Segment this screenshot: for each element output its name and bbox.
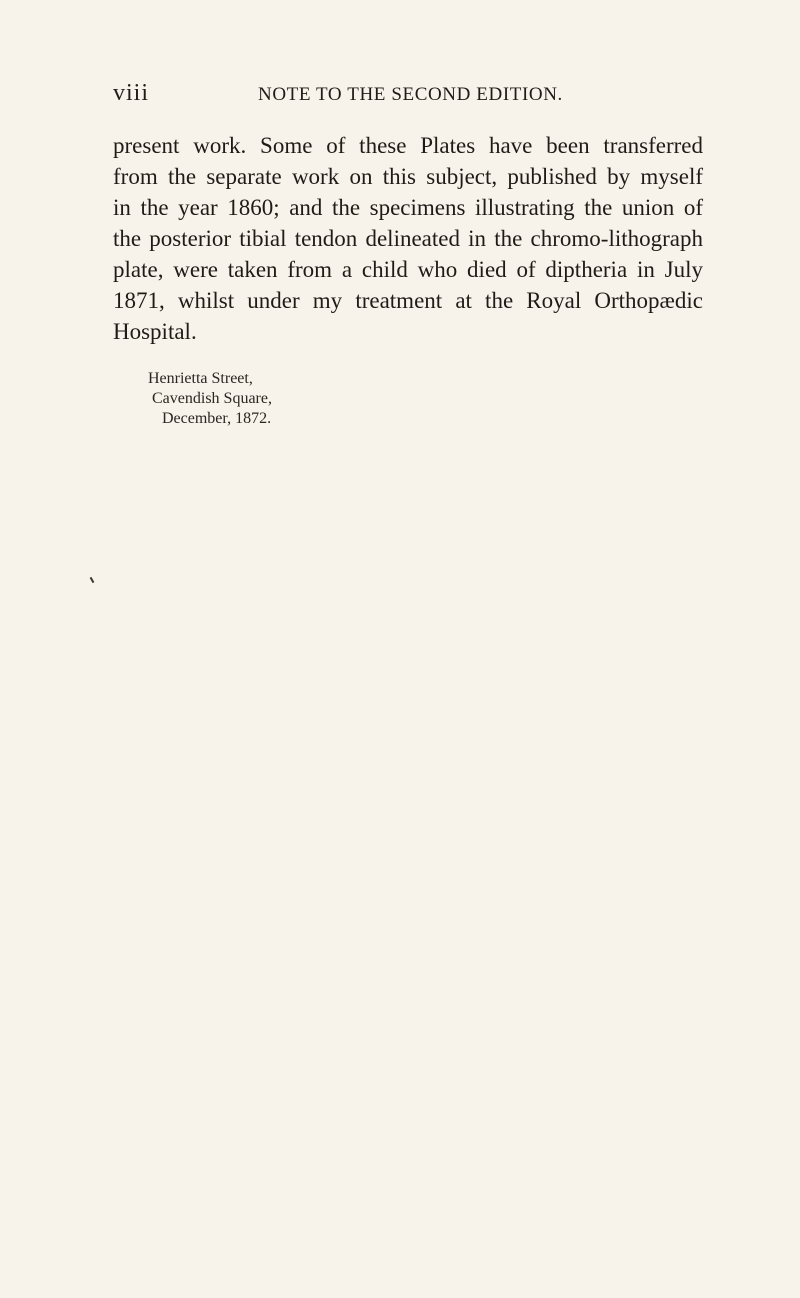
body-line: 1871, whilst under my treatment at the Royal Orthopædic bbox=[113, 288, 703, 313]
body-line: from the separate work on this subject, published by myself bbox=[113, 164, 703, 189]
body-line: in the year 1860; and the specimens illustrating the union of bbox=[113, 195, 703, 220]
signoff-line: Henrietta Street, bbox=[148, 370, 253, 387]
body-paragraph bbox=[113, 130, 703, 347]
page-header bbox=[113, 80, 693, 110]
signoff-address bbox=[148, 369, 272, 429]
signoff-line: December, 1872. bbox=[162, 410, 272, 427]
ink-speck bbox=[90, 577, 95, 583]
page-number: viii bbox=[113, 80, 150, 106]
body-line: the posterior tibial tendon delineated in the chromo-lithograph bbox=[113, 226, 703, 251]
body-line: present work. Some of these Plates have been transferred bbox=[113, 133, 703, 158]
body-line: Hospital. bbox=[113, 319, 197, 344]
body-line: plate, were taken from a child who died of diptheria in July bbox=[113, 257, 703, 282]
running-head: NOTE TO THE SECOND EDITION. bbox=[258, 84, 563, 105]
signoff-line: Cavendish Square, bbox=[152, 390, 272, 407]
